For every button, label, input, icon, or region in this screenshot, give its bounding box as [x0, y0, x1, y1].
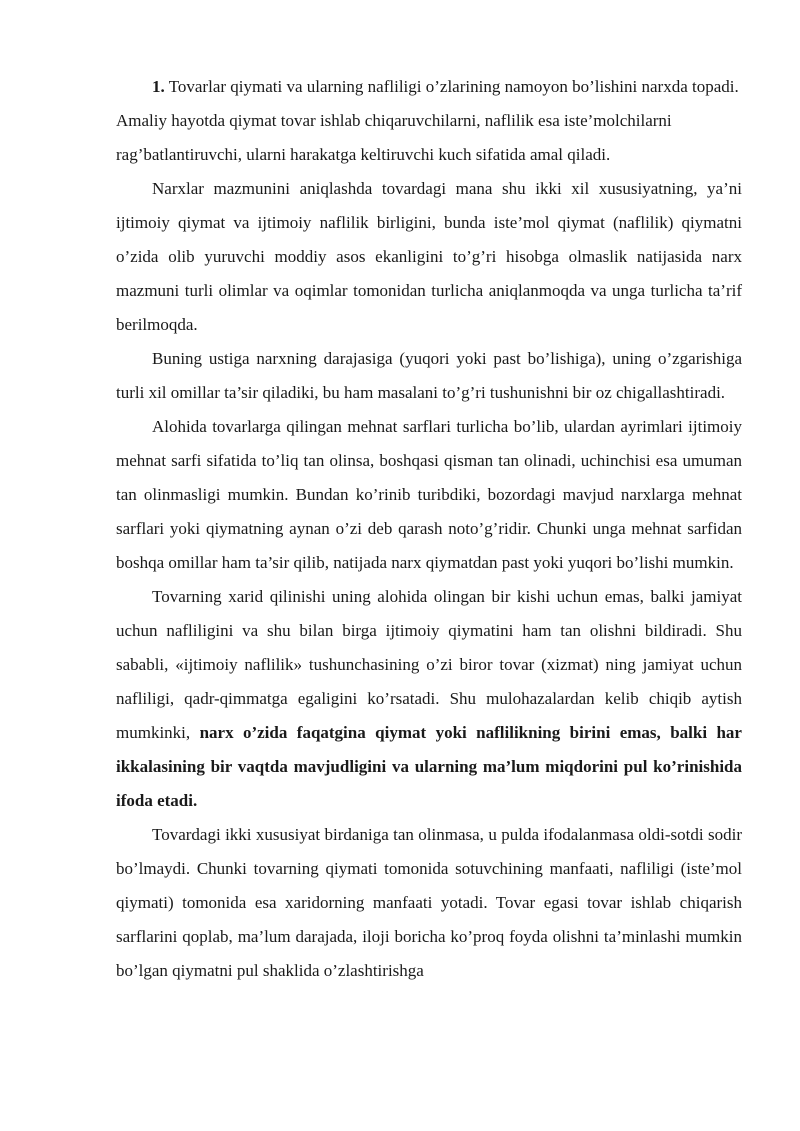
- document-page: [116, 70, 742, 988]
- paragraph-5: [116, 580, 742, 818]
- paragraph-2: [116, 172, 742, 342]
- paragraph-text: Narxlar mazmunini aniqlashda tovardagi mana shu ikki xil xususiyatning, ya’ni ijtimoiy qiymat va ijtimoiy naflilik birligini, bunda iste’mol qiymat (naflilik) qiymatni o’zida olib yuruvchi moddiy asos ekanligini to’g’ri hisobga olmaslik natijasida narx mazmuni turli olimlar va oqimlar tomonidan turlicha aniqlanmoqda va unga turlicha ta’rif berilmoqda.: [116, 179, 742, 334]
- paragraph-number: 1.: [152, 77, 165, 96]
- paragraph-4: [116, 410, 742, 580]
- paragraph-bold-text: narx o’zida faqatgina qiymat yoki naflilikning birini emas, balki har ikkalasining bir vaqtda mavjudligini va ularning ma’lum miqdorini pul ko’rinishida ifoda etadi.: [116, 723, 742, 810]
- paragraph-text: Buning ustiga narxning darajasiga (yuqori yoki past bo’lishiga), uning o’zgarishiga turli xil omillar ta’sir qiladiki, bu ham masalani to’g’ri tushunishni bir oz chigallashtiradi.: [116, 349, 742, 402]
- paragraph-text: Alohida tovarlarga qilingan mehnat sarflari turlicha bo’lib, ulardan ayrimlari ijtimoiy mehnat sarfi sifatida to’liq tan olinsa, boshqasi qisman tan olinadi, uchinchisi esa umuman tan olinmasligi mumkin. Bundan ko’rinib turibdiki, bozordagi mavjud narxlarga mehnat sarflari yoki qiymatning aynan o’zi deb qarash noto’g’ridir. Chunki unga mehnat sarfidan boshqa omillar ham ta’sir qilib, natijada narx qiymatdan past yoki yuqori bo’lishi mumkin.: [116, 417, 742, 572]
- paragraph-text: Tovarning xarid qilinishi uning alohida olingan bir kishi uchun emas, balki jamiyat uchun nafliligini va shu bilan birga ijtimoiy qiymatini ham tan olishni bildiradi. Shu sababli, «ijtimoiy naflilik» tushunchasining o’zi biror tovar (xizmat) ning jamiyat uchun nafliligi, qadr-qimmatga egaligini ko’rsatadi. Shu mulohazalardan kelib chiqib aytish mumkinki,: [116, 587, 742, 742]
- paragraph-3: [116, 342, 742, 410]
- paragraph-1: [116, 70, 742, 172]
- paragraph-text: Tovardagi ikki xususiyat birdaniga tan olinmasa, u pulda ifodalanmasa oldi-sotdi sodir bo’lmaydi. Chunki tovarning qiymati tomonida sotuvchining manfaati, nafliligi (iste’mol qiymati) tomonida esa xaridorning manfaati yotadi. Tovar egasi tovar ishlab chiqarish sarflarini qoplab, ma’lum darajada, iloji boricha ko’proq foyda olishni ta’minlashi mumkin bo’lgan qiymatni pul shaklida o’zlashtirishga: [116, 825, 742, 980]
- paragraph-6: [116, 818, 742, 988]
- paragraph-text: Tovarlar qiymati va ularning nafliligi o’zlarining namoyon bo’lishini narxda topadi. Amaliy hayotda qiymat tovar ishlab chiqaruvchilarni, naflilik esa iste’molchilarni rag’batlantiruvchi, ularni harakatga keltiruvchi kuch sifatida amal qiladi.: [116, 77, 739, 164]
